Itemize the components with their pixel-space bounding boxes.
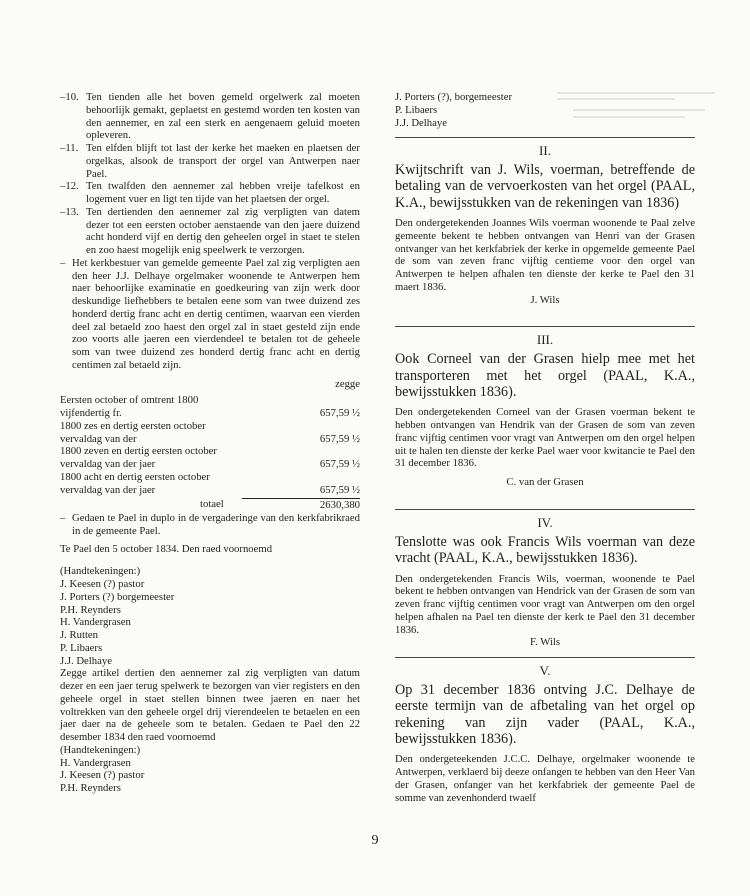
- section-heading: Op 31 december 1836 ontving J.C. Delhaye de eerste termijn van de afbetaling van het orgel op rekening van zijn vader (PAAL, K.A., bewijsstukken 1836).: [395, 681, 695, 747]
- date-line: Te Pael den 5 october 1834. Den raed voornoemd: [60, 542, 273, 555]
- payment-desc-line: 1800 zeven en dertig eersten october: [60, 445, 217, 458]
- signature-line: P. Libaers: [395, 103, 438, 116]
- section-divider: [395, 326, 695, 327]
- payment-desc-line: vijfendertig fr.: [60, 407, 122, 419]
- payment-desc-line: vervaldag van der jaer: [60, 483, 156, 496]
- article-item: [60, 91, 360, 142]
- payment-desc-line: 1800 acht en dertig eersten october: [60, 470, 210, 483]
- total-label: totael: [200, 498, 224, 511]
- payment-amount: 657,59 ½: [319, 483, 360, 496]
- signature-line: P.H. Reynders: [60, 603, 121, 616]
- article-number: –12.: [60, 180, 79, 193]
- section-number: IV.: [537, 514, 553, 530]
- section-heading: Ook Corneel van der Grasen hielp mee met het transporteren met het orgel (PAAL, K.A., bewijsstukken 1836).: [395, 351, 695, 401]
- article-number: –13.: [60, 205, 79, 218]
- duplo-clause-text: Gedaen te Pael in duplo in de vergaderinge van den kerkfabrikraed in de gemeente Pael.: [72, 512, 360, 537]
- payment-row: [60, 445, 360, 471]
- page-number: 9: [371, 833, 379, 848]
- payment-desc-line: Eersten october of omtrent 1800: [60, 394, 199, 407]
- signature-line: J.J. Delhaye: [60, 654, 112, 667]
- payment-clause: [60, 257, 360, 372]
- signature-line: P. Libaers: [60, 641, 103, 654]
- signature-line: H. Vandergrasen: [60, 616, 131, 629]
- zegge-paragraph: Zegge artikel dertien den aennemer zal zig verpligten van datum dezer en een jaer terug spelwerk te bezorgen van vier registers en den geheele orgel in staet stellen binnen twee jaeren en naer het voltrekken van den geheele orgel drij vierendeelen te betaelen en een jaer daer na de geheele som te betalen. Gedaen te Pael den 22 desember 1834 den raed voornoemd: [60, 667, 360, 743]
- section-signature: F. Wils: [530, 636, 560, 649]
- signature-line: J. Porters (?), borgemeester: [395, 91, 513, 103]
- payment-amount: 657,59 ½: [319, 432, 360, 445]
- total-amount: 2630,380: [242, 498, 360, 512]
- signature-line: (Handtekeningen:): [60, 743, 141, 756]
- dash-mark: –: [60, 256, 66, 269]
- signature-line: J. Keesen (?) pastor: [60, 578, 145, 590]
- section-divider: [395, 657, 695, 658]
- signature-line: J.J. Delhaye: [395, 116, 447, 129]
- section-heading: Kwijtschrift van J. Wils, voerman, betreffende de betaling van de vervoerkosten van het orgel (PAAL, K.A., bewijsstukken van de rekeningen van 1836): [395, 162, 695, 211]
- signature-block: [60, 744, 360, 795]
- article-list: [60, 91, 360, 257]
- right-column: [395, 91, 695, 804]
- section-body: Den ondergeteekenden J.C.C. Delhaye, orgelmaker woonende te Antwerpen, verklaerd bij deeze onfangen te hebben van den Heer Van der Grasen, onfanger van het kerkfabriek der gemeente Pael de somme van zevenhonderd twaelf: [395, 753, 695, 804]
- section-signature: J. Wils: [530, 293, 560, 306]
- payment-desc-line: 1800 zes en dertig eersten october: [60, 419, 206, 432]
- dash-mark: –: [60, 512, 66, 524]
- signature-block: [60, 565, 360, 667]
- payment-desc-line: vervaldag van der jaer: [60, 458, 156, 470]
- article-text: Ten dertienden den aennemer zal zig verpligten van datem dezer tot een eersten october aenstaende van den jaere duizend acht honderd vijf en dertig den geheelen orgel in staet te stelen en zoo haest mogelijk enig speelwerk te verzorgen.: [86, 205, 360, 256]
- signature-line: J. Rutten: [60, 629, 99, 641]
- signature-line: J. Keesen (?) pastor: [60, 769, 145, 782]
- section-number: III.: [536, 332, 554, 348]
- signature-line: (Handtekeningen:): [60, 565, 141, 578]
- article-item: [60, 206, 360, 257]
- payment-amount: 657,59 ½: [319, 458, 360, 470]
- section-iv: [395, 514, 695, 649]
- section-iii: [395, 334, 695, 488]
- duplo-clause: [60, 512, 360, 538]
- payment-clause-text: Het kerkbestuer van gemelde gemeente Pael zal zig verpligten aen den heer J.J. Delhaye orgelmaker woonende te Antwerpen hem naer behoorlijke examinatie en goedkeuring van zijn werk door deskundige liefhebbers te betalen eene som van twee duizend zes honderd dertig franc acht en dertig centimen, waarvan een vierden deel zal betaeld zoo haest den orgel zal in staet gesteld zijn ende zoo voorts alle jaeren een vierdendeel te betalen tot de geheele som van twee duizend zes honderd dertig franc acht en dertig centimen zal betaeld zijn.: [72, 256, 360, 371]
- article-number: –11.: [60, 142, 79, 154]
- top-signature-block: [395, 91, 695, 129]
- section-signature: C. van der Grasen: [506, 476, 584, 489]
- total-row: [60, 498, 360, 512]
- section-v: [395, 665, 695, 804]
- section-number: II.: [539, 143, 551, 159]
- payment-desc-line: vervaldag van der: [60, 432, 137, 445]
- signature-line: P.H. Reynders: [60, 782, 121, 794]
- section-divider: [395, 137, 695, 138]
- section-number: V.: [539, 663, 551, 678]
- article-text: Ten tienden alle het boven gemeld orgelwerk zal moeten behoorlijk gemakt, geplaetst en gestemd worden ten kosten van den aennemer, en zal een sterk en aengenaem geluid moeten opleveren.: [86, 91, 360, 142]
- article-item: [60, 180, 360, 206]
- section-ii: [395, 145, 695, 306]
- section-body: Den ondergetekenden Corneel van der Grasen voerman bekent te hebben ontvangen van Hendrik van der Grasen de som van zeven franc vijftig centimen voor vragt van Antwerpen om den orgel helpen uit te halen ten dienste der kerke Pael waer voor kwitancie te Pael den 31 december 1836.: [395, 406, 695, 470]
- payment-row: [60, 420, 360, 446]
- payment-row: [60, 394, 360, 420]
- left-column: [60, 91, 360, 795]
- article-number: –10.: [60, 91, 79, 103]
- section-heading: Tenslotte was ook Francis Wils voerman van deze vracht (PAAL, K.A., bewijsstukken 1836).: [395, 533, 695, 567]
- section-body: Den ondergetekenden Joannes Wils voerman woonende te Paal zelve gemeente bekent te hebben ontvangen van Henri van der Grasen ontvanger van het kerkfabriek der kerke in opgemelde gemeente Pael de som van zeven franc vijftig centieme voor den orgel van Antwerpen te helpen afhalen ten dienste der kerke te Pael den 31 maert 1836.: [395, 217, 695, 293]
- section-body: Den ondergetekenden Francis Wils, voerman, woonende te Pael bekent te hebben ontvangen van Hendrick van der Grasen de som van zeven franc vijftig centimen voor vragt van Antwerpen om den orgel helpen afhalen na Pael ten dienste der kerk te Pael den 31 december 1836.: [395, 572, 695, 636]
- article-text: Ten twalfden den aennemer zal hebben vreije tafelkost en logement vuer en ligt ten tijde van het plaetsen der orgel.: [86, 180, 360, 205]
- payment-schedule: [60, 394, 360, 512]
- section-divider: [395, 509, 695, 510]
- payment-amount: 657,59 ½: [319, 407, 360, 419]
- signature-line: H. Vandergrasen: [60, 756, 131, 769]
- payment-row: [60, 471, 360, 497]
- article-text: Ten elfden blijft tot last der kerke het maeken en plaetsen der orgelkas, alsook de transport der orgel van Antwerpen naer Pael.: [86, 142, 360, 180]
- zegge-label: zegge: [335, 377, 360, 390]
- signature-line: J. Porters (?) borgemeester: [60, 590, 175, 603]
- article-item: [60, 142, 360, 180]
